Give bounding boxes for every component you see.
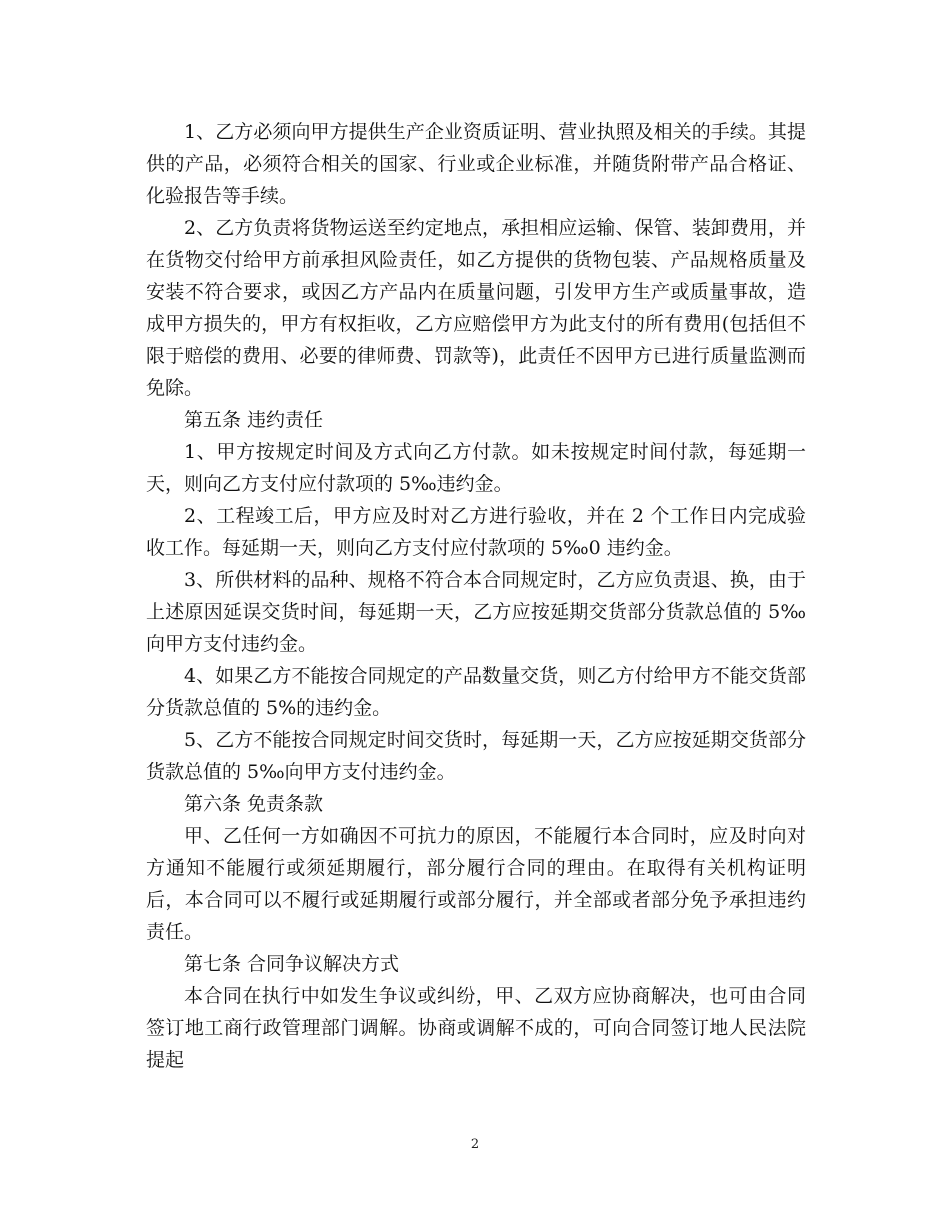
clause-paragraph: 2、工程竣工后，甲方应及时对乙方进行验收，并在 2 个工作日内完成验收工作。每延期一天，则向乙方支付应付款项的 5‰0 违约金。: [146, 505, 806, 559]
clause-paragraph: 1、甲方按规定时间及方式向乙方付款。如未按规定时间付款，每延期一天，则向乙方支付应付款项的 5‰违约金。: [146, 441, 806, 495]
clause-paragraph: 本合同在执行中如发生争议或纠纷，甲、乙双方应协商解决，也可由合同签订地工商行政管理部门调解。协商或调解不成的，可向合同签订地人民法院提起: [146, 985, 806, 1071]
clause-paragraph: 甲、乙任何一方如确因不可抗力的原因，不能履行本合同时，应及时向对方通知不能履行或须延期履行，部分履行合同的理由。在取得有关机构证明后，本合同可以不履行或延期履行或部分履行，并全部或者部分免予承担违约责任。: [146, 825, 806, 943]
clause-paragraph: 3、所供材料的品种、规格不符合本合同规定时，乙方应负责退、换，由于上述原因延误交货时间，每延期一天，乙方应按延期交货部分货款总值的 5‰向甲方支付违约金。: [146, 569, 806, 655]
clause-paragraph: 5、乙方不能按合同规定时间交货时，每延期一天，乙方应按延期交货部分货款总值的 5‰向甲方支付违约金。: [146, 729, 806, 783]
section-heading: 第七条 合同争议解决方式: [184, 953, 400, 975]
clause-paragraph: 4、如果乙方不能按合同规定的产品数量交货，则乙方付给甲方不能交货部分货款总值的 5%的违约金。: [146, 665, 806, 719]
page-number: 2: [470, 1137, 480, 1152]
clause-paragraph: 2、乙方负责将货物运送至约定地点，承担相应运输、保管、装卸费用，并在货物交付给甲方前承担风险责任，如乙方提供的货物包装、产品规格质量及安装不符合要求，或因乙方产品内在质量问题，引发甲方生产或质量事故，造成甲方损失的，甲方有权拒收，乙方应赔偿甲方为此支付的所有费用(包括但不限于赔偿的费用、必要的律师费、罚款等)，此责任不因甲方已进行质量监测而免除。: [146, 217, 806, 399]
document-body: [146, 116, 806, 1076]
section-heading: 第五条 违约责任: [184, 409, 324, 431]
section-heading: 第六条 免责条款: [184, 793, 324, 815]
clause-paragraph: 1、乙方必须向甲方提供生产企业资质证明、营业执照及相关的手续。其提供的产品，必须符合相关的国家、行业或企业标准，并随货附带产品合格证、化验报告等手续。: [146, 121, 806, 207]
